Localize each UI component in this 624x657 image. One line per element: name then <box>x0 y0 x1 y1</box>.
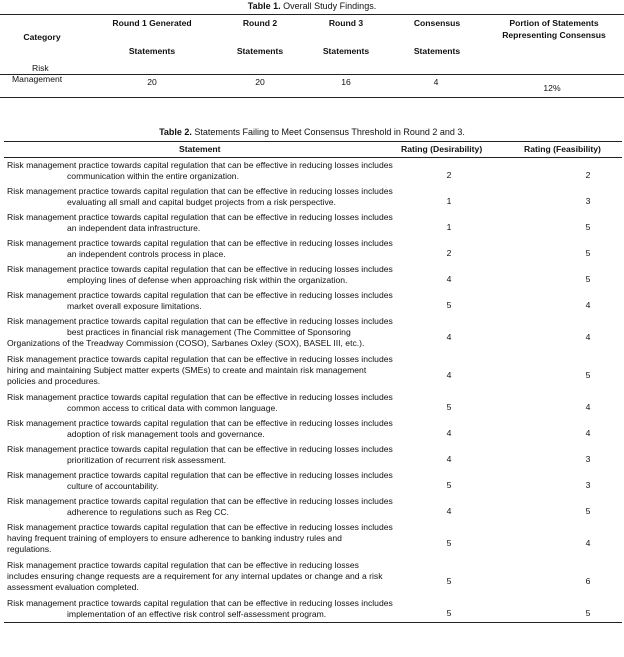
table-row <box>4 390 622 416</box>
feasibility-rating: 4 <box>585 538 591 548</box>
desirability-rating: 5 <box>446 538 452 548</box>
statement-line: culture of accountability. <box>67 481 159 491</box>
feasibility-rating: 5 <box>585 222 591 232</box>
statement-cell <box>7 160 407 182</box>
statement-line: best practices in financial risk management (The Committee of Sponsoring <box>67 327 351 337</box>
feasibility-rating: 3 <box>585 480 591 490</box>
table1-round1-value: 20 <box>147 77 157 87</box>
desirability-rating: 2 <box>446 248 452 258</box>
desirability-rating: 1 <box>446 222 452 232</box>
table1-caption-label: Table 1. <box>247 1 281 11</box>
statement-line: communication within the entire organization. <box>67 171 239 181</box>
table-row <box>4 558 622 596</box>
feasibility-rating: 5 <box>585 274 591 284</box>
statement-cell <box>7 522 407 555</box>
table1-header-round3: Round 3 Statements <box>322 18 370 56</box>
statement-cell <box>7 496 407 518</box>
statement-line: evaluating all small and capital budget projects from a risk perspective. <box>67 197 336 207</box>
table1-caption <box>0 1 624 12</box>
desirability-rating: 4 <box>446 274 452 284</box>
statement-cell <box>7 238 407 260</box>
statement-line: Risk management practice towards capital regulation that can be effective in reducing losses includes <box>7 418 393 428</box>
table2-header-feasibility: Rating (Feasibility) <box>524 144 601 154</box>
desirability-rating: 4 <box>446 370 452 380</box>
statement-line: Risk management practice towards capital regulation that can be effective in reducing losses includes <box>7 238 393 248</box>
table1-header-category: Category <box>23 32 61 42</box>
desirability-rating: 4 <box>446 332 452 342</box>
statement-cell <box>7 470 407 492</box>
statement-line: regulations. <box>7 544 52 554</box>
statement-line: Risk management practice towards capital regulation that can be effective in reducing losses includes <box>7 290 393 300</box>
table-row <box>4 596 622 622</box>
table1-portion-value: 12% <box>543 83 561 93</box>
table-row <box>4 352 622 390</box>
table1-header-round1: Round 1 Generated Statements <box>112 18 192 56</box>
table2-caption <box>0 127 624 138</box>
statement-line: adoption of risk management tools and governance. <box>67 429 265 439</box>
table1-round2-value: 20 <box>255 77 265 87</box>
statement-line: having frequent training of employers to ensure adherence to banking industry rules and <box>7 533 342 543</box>
statement-line: Risk management practice towards capital regulation that can be effective in reducing losses includes <box>7 186 393 196</box>
table1-header-consensus: Consensus Statements <box>413 18 461 56</box>
table1-round3-value: 16 <box>341 77 351 87</box>
statement-cell <box>7 290 407 312</box>
feasibility-rating: 4 <box>585 332 591 342</box>
statement-cell <box>7 354 407 387</box>
desirability-rating: 2 <box>446 170 452 180</box>
statement-cell <box>7 392 407 414</box>
statement-line: adherence to regulations such as Reg CC. <box>67 507 229 517</box>
table-row <box>4 442 622 468</box>
feasibility-rating: 4 <box>585 300 591 310</box>
statement-line: Risk management practice towards capital regulation that can be effective in reducing losses includes <box>7 212 393 222</box>
statement-cell <box>7 264 407 286</box>
statement-line: employing lines of defense when approaching risk within the organization. <box>67 275 348 285</box>
statement-line: Risk management practice towards capital regulation that can be effective in reducing losses includes <box>7 444 393 454</box>
statement-line: Risk management practice towards capital regulation that can be effective in reducing losses includes <box>7 392 393 402</box>
statement-line: implementation of an effective risk control self-assessment program. <box>67 609 327 619</box>
table1-caption-text: Overall Study Findings. <box>280 1 377 11</box>
statement-line: Risk management practice towards capital regulation that can be effective in reducing losses includes <box>7 470 393 480</box>
feasibility-rating: 3 <box>585 196 591 206</box>
statement-cell <box>7 418 407 440</box>
table-row <box>4 262 622 288</box>
feasibility-rating: 5 <box>585 370 591 380</box>
desirability-rating: 1 <box>446 196 452 206</box>
desirability-rating: 5 <box>446 608 452 618</box>
statement-line: market overall exposure limitations. <box>67 301 202 311</box>
table2-header-statement: Statement <box>179 144 221 154</box>
statement-cell <box>7 186 407 208</box>
table-row <box>4 288 622 314</box>
statement-cell <box>7 316 407 349</box>
feasibility-rating: 5 <box>585 506 591 516</box>
table1-category-cell: Risk Management <box>12 63 63 84</box>
table-row <box>4 520 622 558</box>
statement-cell <box>7 212 407 234</box>
statement-line: assessment evaluation completed. <box>7 582 139 592</box>
feasibility-rating: 4 <box>585 428 591 438</box>
table2 <box>4 141 622 623</box>
desirability-rating: 4 <box>446 454 452 464</box>
desirability-rating: 4 <box>446 506 452 516</box>
table2-body <box>4 158 622 622</box>
desirability-rating: 4 <box>446 428 452 438</box>
table2-header-desirability: Rating (Desirability) <box>401 144 483 154</box>
statement-line: Organizations of the Treadway Commission (COSO), Sarbanes Oxley (SOX), BASEL III, etc.). <box>7 338 365 348</box>
statement-line: an independent data infrastructure. <box>67 223 201 233</box>
table1-header-divider <box>0 74 624 75</box>
statement-cell <box>7 560 407 593</box>
table-row <box>4 416 622 442</box>
table1-consensus-value: 4 <box>433 77 439 87</box>
statement-line: Risk management practice towards capital regulation that can be effective in reducing losses includes <box>7 160 393 170</box>
statement-line: Risk management practice towards capital regulation that can be effective in reducing losses includes <box>7 598 393 608</box>
statement-line: an independent controls process in place. <box>67 249 226 259</box>
statement-line: Risk management practice towards capital regulation that can be effective in reducing losses includes <box>7 496 393 506</box>
desirability-rating: 5 <box>446 402 452 412</box>
table-row <box>4 468 622 494</box>
feasibility-rating: 4 <box>585 402 591 412</box>
table1 <box>0 14 624 98</box>
desirability-rating: 5 <box>446 300 452 310</box>
table-row <box>4 184 622 210</box>
feasibility-rating: 2 <box>585 170 591 180</box>
table1-header-round2: Round 2 Statements <box>236 18 284 56</box>
statement-line: Risk management practice towards capital regulation that can be effective in reducing losses includes <box>7 354 393 364</box>
feasibility-rating: 5 <box>585 608 591 618</box>
table-row <box>4 314 622 352</box>
statement-line: hiring and maintaining Subject matter experts (SMEs) to create and maintain risk management <box>7 365 367 375</box>
statement-line: common access to critical data with common language. <box>67 403 278 413</box>
table2-caption-label: Table 2. <box>159 127 192 137</box>
feasibility-rating: 6 <box>585 576 591 586</box>
statement-line: Risk management practice towards capital regulation that can be effective in reducing losses includes <box>7 316 393 326</box>
statement-line: policies and procedures. <box>7 376 101 386</box>
table-row <box>4 210 622 236</box>
statement-line: Risk management practice towards capital regulation that can be effective in reducing losses includes <box>7 522 393 532</box>
feasibility-rating: 5 <box>585 248 591 258</box>
desirability-rating: 5 <box>446 480 452 490</box>
desirability-rating: 5 <box>446 576 452 586</box>
statement-cell <box>7 598 407 620</box>
statement-line: Risk management practice towards capital regulation that can be effective in reducing losses includes <box>7 264 393 274</box>
table1-header-portion: Portion of Statements Representing Consensus <box>502 18 606 40</box>
table-row <box>4 158 622 184</box>
statement-cell <box>7 444 407 466</box>
table2-caption-text: Statements Failing to Meet Consensus Threshold in Round 2 and 3. <box>191 127 465 137</box>
statement-line: prioritization of recurrent risk assessment. <box>67 455 227 465</box>
statement-line: includes ensuring change requests are a requirement for any internal updates or change and a risk <box>7 571 383 581</box>
statement-line: Risk management practice towards capital regulation that can be effective in reducing losses <box>7 560 359 570</box>
table-row <box>4 236 622 262</box>
table-row <box>4 494 622 520</box>
feasibility-rating: 3 <box>585 454 591 464</box>
table2-header-row <box>4 142 622 158</box>
